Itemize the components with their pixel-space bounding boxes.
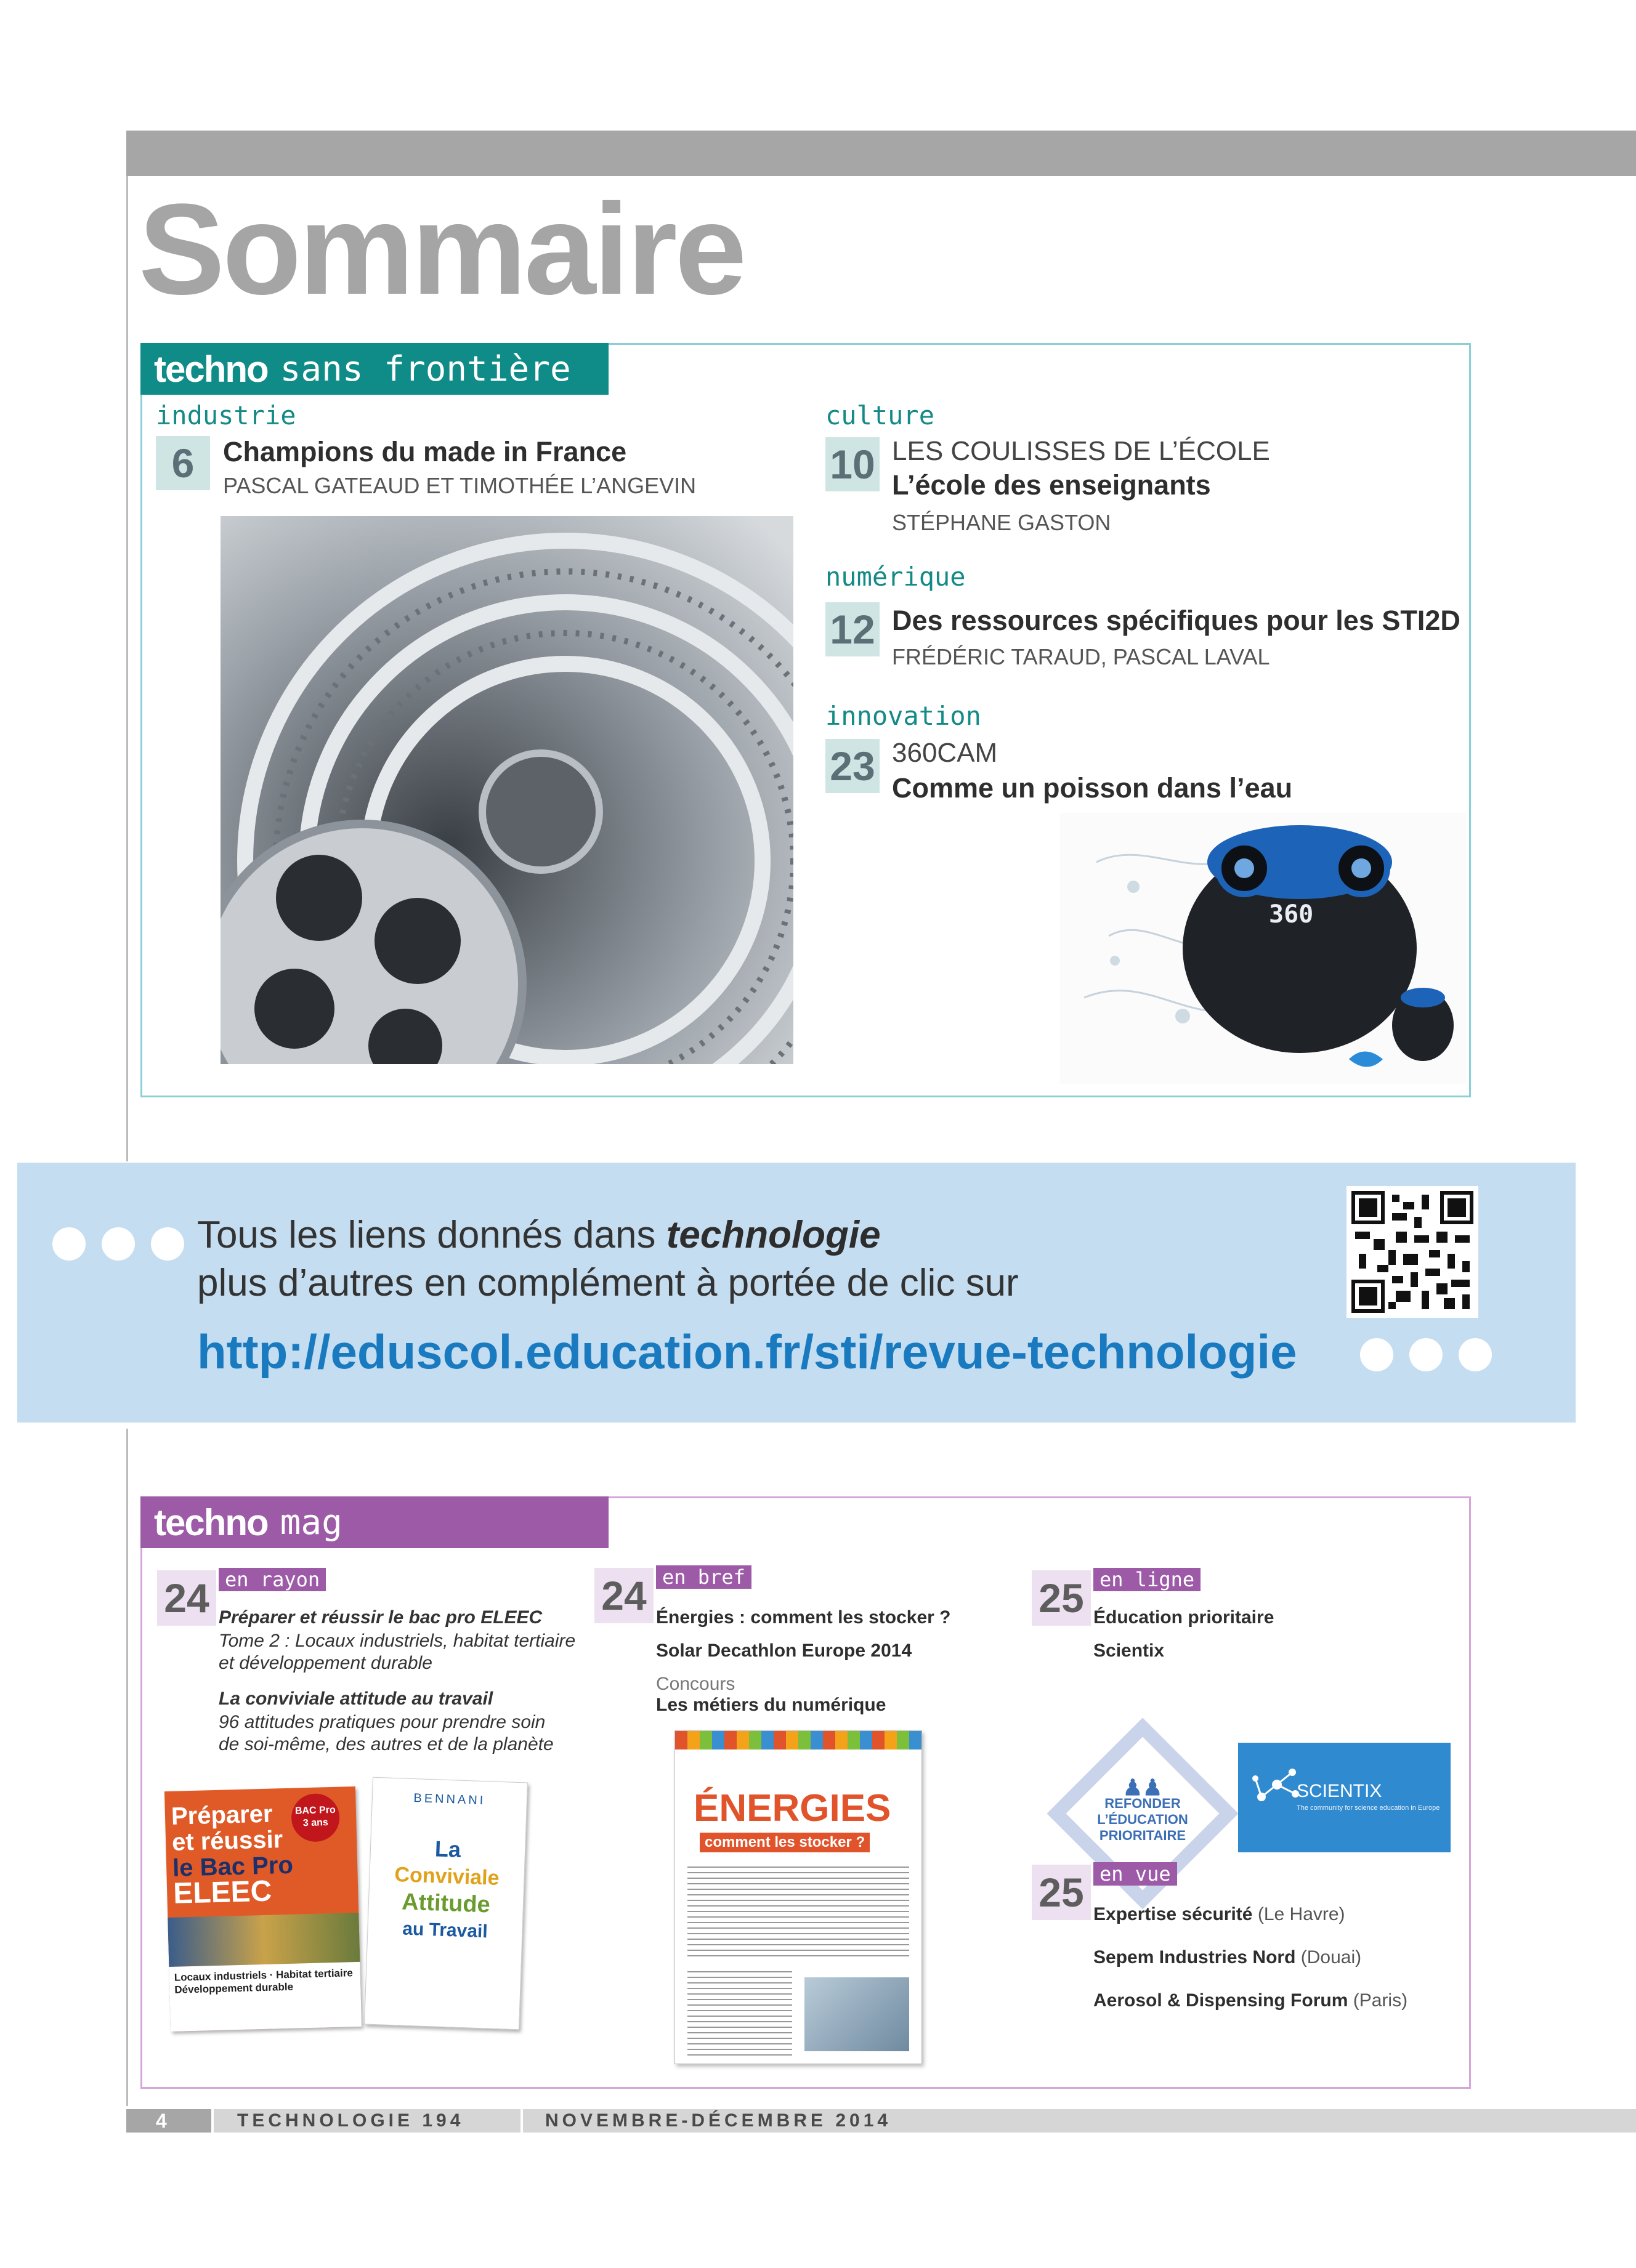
cover-photo-strip (168, 1913, 360, 1967)
top-bar (126, 131, 1636, 176)
event-item[interactable] (1093, 1904, 1345, 1925)
cover-line: La (434, 1836, 461, 1862)
logo-text (1041, 1775, 1244, 1844)
footer-journal: TECHNOLOGIE 194 (237, 2110, 464, 2131)
section-band-purple (140, 1496, 609, 1548)
event-name: Sepem Industries Nord (1093, 1947, 1296, 1967)
article-authors: STÉPHANE GASTON (892, 510, 1111, 535)
turbine-illustration (221, 516, 793, 1064)
scientix-logo (1238, 1743, 1451, 1852)
thumbnail-stripe (675, 1731, 921, 1749)
footer-separator (520, 2109, 523, 2133)
camera-display: 360 (1269, 900, 1314, 929)
cover-line: Attitude (401, 1889, 491, 1918)
band-bold: techno (154, 348, 268, 390)
cover-line: au Travail (402, 1918, 488, 1942)
event-location: (Douai) (1300, 1947, 1362, 1967)
people-icon: ♟♟ (1122, 1775, 1163, 1800)
cover-author: BENNANI (413, 1791, 486, 1808)
category-innovation: innovation (825, 701, 981, 731)
book-cover-conviviale (364, 1777, 528, 2030)
page-number[interactable]: 24 (157, 1570, 216, 1626)
thumbnail-headline: ÉNERGIES (694, 1787, 891, 1830)
banner-emphasis: technologie (666, 1214, 881, 1256)
event-location: (Le Havre) (1257, 1904, 1345, 1924)
page-number[interactable]: 10 (825, 437, 880, 491)
book-1-subtitle-2: et développement durable (219, 1653, 432, 1673)
qr-code-graphic (1351, 1191, 1473, 1313)
scientix-name: SCIENTIX (1297, 1781, 1382, 1801)
camera-illustration (1059, 813, 1466, 1084)
book-1-subtitle-1: Tome 2 : Locaux industriels, habitat tertiaire (219, 1631, 576, 1651)
brief-label: Concours (656, 1674, 735, 1694)
dot-icon (151, 1227, 184, 1261)
book-2-subtitle-2: de soi-même, des autres et de la planète (219, 1734, 554, 1754)
thumbnail-photo (804, 1977, 909, 2051)
band-bold: techno (154, 1501, 268, 1543)
dot-icon (1459, 1338, 1492, 1371)
article-title[interactable]: Champions du made in France (223, 436, 627, 467)
article-kicker: 360CAM (892, 738, 998, 768)
online-item[interactable]: Scientix (1093, 1640, 1165, 1661)
event-location: (Paris) (1353, 1990, 1408, 2011)
article-title[interactable]: L’école des enseignants (892, 469, 1211, 501)
book-1-title-text: Préparer et réussir le bac pro ELEEC (219, 1607, 543, 1628)
website-link[interactable]: http://eduscol.education.fr/sti/revue-technologie (197, 1325, 1297, 1379)
cover-title (171, 1800, 294, 1910)
thumbnail-subhead: comment les stocker ? (700, 1833, 870, 1852)
article-title[interactable]: Des ressources spécifiques pour les STI2D (892, 605, 1460, 636)
dot-icon (1360, 1338, 1393, 1371)
page-number[interactable]: 25 (1032, 1570, 1091, 1626)
band-rest: sans frontière (280, 349, 571, 389)
footer-date: NOVEMBRE-DÉCEMBRE 2014 (545, 2110, 892, 2131)
article-kicker: LES COULISSES DE L’ÉCOLE (892, 436, 1270, 466)
event-item[interactable] (1093, 1947, 1361, 1968)
cover-line: Préparer (171, 1800, 273, 1830)
event-item[interactable] (1093, 1990, 1407, 2011)
left-rule-lower (126, 1429, 128, 2106)
page-number[interactable]: 25 (1032, 1865, 1091, 1920)
dot-icon (1409, 1338, 1443, 1371)
page-number[interactable]: 6 (156, 436, 210, 490)
logo-line: PRIORITAIRE (1099, 1828, 1186, 1843)
thumbnail-text-block (687, 1866, 909, 1959)
cover-badge: BAC Pro 3 ans (291, 1793, 340, 1842)
turbine-photo (221, 516, 793, 1064)
category-culture: culture (825, 400, 935, 430)
logo-line: REFONDER (1104, 1796, 1181, 1811)
magazine-page-thumbnail (674, 1730, 922, 2064)
brief-item[interactable]: Les métiers du numérique (656, 1695, 886, 1715)
book-cover-eleec (164, 1786, 362, 2032)
cover-line: le Bac Pro (172, 1851, 294, 1882)
online-item[interactable]: Éducation prioritaire (1093, 1607, 1274, 1628)
banner-line-1-text: Tous les liens donnés dans (197, 1214, 666, 1256)
event-name: Expertise sécurité (1093, 1904, 1253, 1924)
banner-line-2: plus d’autres en complément à portée de clic sur (197, 1262, 1019, 1304)
page-number[interactable]: 24 (594, 1568, 654, 1623)
qr-code-icon[interactable] (1346, 1186, 1478, 1318)
book-2-title[interactable] (219, 1689, 493, 1709)
footer-separator (211, 2109, 214, 2133)
article-authors: FRÉDÉRIC TARAUD, PASCAL LAVAL (892, 644, 1270, 669)
book-1-title[interactable] (219, 1607, 542, 1628)
rubric-tag: en rayon (219, 1568, 326, 1591)
logo-line: L’ÉDUCATION (1097, 1812, 1188, 1827)
rubric-tag: en bref (656, 1565, 751, 1589)
section-band-teal (140, 343, 609, 395)
scientix-tagline: The community for science education in Europe (1297, 1804, 1440, 1812)
article-title[interactable]: Comme un poisson dans l’eau (892, 772, 1293, 804)
rubric-tag: en vue (1093, 1862, 1177, 1886)
category-numerique: numérique (825, 562, 966, 592)
category-industrie: industrie (156, 400, 296, 430)
page-number[interactable]: 23 (825, 739, 880, 793)
banner-line-1 (197, 1213, 881, 1257)
cover-line: ELEEC (172, 1875, 272, 1910)
band-rest: mag (280, 1502, 342, 1543)
brief-item[interactable]: Solar Decathlon Europe 2014 (656, 1640, 912, 1661)
event-name: Aerosol & Dispensing Forum (1093, 1990, 1348, 2011)
camera-photo (1059, 813, 1466, 1084)
dot-icon (102, 1227, 135, 1261)
cover-line: Conviviale (394, 1863, 500, 1890)
book-2-title-text: La conviviale attitude au travail (219, 1689, 493, 1709)
brief-item[interactable]: Énergies : comment les stocker ? (656, 1607, 951, 1628)
page-title: Sommaire (139, 177, 745, 321)
dot-icon (52, 1227, 86, 1261)
page-number[interactable]: 12 (825, 602, 880, 656)
cover-line: et réussir (171, 1826, 283, 1856)
thumbnail-text-block (687, 1971, 792, 2057)
cover-subtitle: Locaux industriels · Habitat tertiaire Développement durable (169, 1962, 362, 2032)
book-2-subtitle-1: 96 attitudes pratiques pour prendre soin (219, 1712, 546, 1732)
rubric-tag: en ligne (1093, 1568, 1201, 1591)
footer-page-number: 4 (126, 2109, 211, 2133)
left-rule (126, 176, 128, 1161)
article-authors: PASCAL GATEAUD ET TIMOTHÉE L’ANGEVIN (223, 473, 697, 498)
cover-title (368, 1833, 525, 1947)
